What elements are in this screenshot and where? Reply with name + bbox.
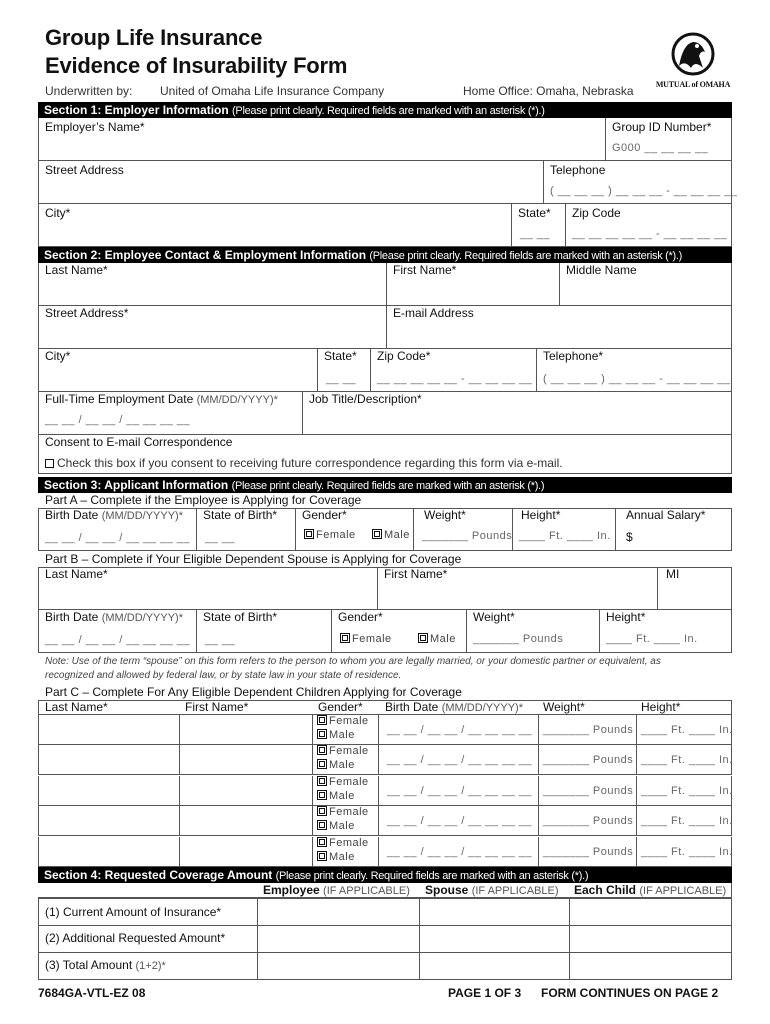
group-id-value: G000 __ __ __ __ [612,142,709,154]
employee-first-name-label: First Name* [393,263,457,277]
spouse-height-label: Height* [606,610,646,624]
coverage-header-row [38,883,732,898]
child-weight-placeholder: _______ Pounds [543,785,634,797]
home-office: Home Office: Omaha, Nebraska [463,84,634,98]
birth-date-format: (MM/DD/YYYY)* [101,510,183,522]
child-birth-date-field[interactable] [378,837,538,866]
employee-applicant-row [38,508,732,551]
child-height-field[interactable] [636,806,731,835]
part-a-title: Part A – Complete if the Employee is Applying for Coverage [45,493,362,507]
employment-row [38,392,732,435]
employer-state-field[interactable] [511,204,565,246]
total-amount-label-cell [39,953,257,979]
child-height-field[interactable] [636,776,731,805]
child-weight-field[interactable] [538,745,636,774]
employee-zip-field[interactable] [370,349,536,391]
total-amount-sub: (1+2)* [135,960,166,972]
child-female-label: Female [329,745,369,757]
employer-zip-label: Zip Code [572,206,621,220]
section-1-note: (Please print clearly. Required fields are marked with an asterisk (*).) [232,105,545,117]
section-4-heading [38,867,732,883]
street-row [38,161,738,204]
spouse-state-of-birth-field[interactable] [196,610,331,652]
employee-weight-placeholder: _______ Pounds [422,530,513,542]
child-height-placeholder: ____ Ft. ____ In. [641,785,733,797]
coverage-employee-header [263,883,410,897]
employer-zip-placeholder: __ __ __ __ __ - __ __ __ __ [572,228,728,240]
form-continues: FORM CONTINUES ON PAGE 2 [541,986,719,1000]
coverage-child-header [574,883,726,897]
employer-street-field[interactable] [39,161,543,203]
child-if-applicable: (IF APPLICABLE) [639,885,727,897]
employment-date-placeholder: __ __ / __ __ / __ __ __ __ [45,414,191,426]
child-female-option[interactable] [317,806,369,818]
spouse-name-row [38,567,732,610]
current-amount-label: (1) Current Amount of Insurance* [45,905,222,919]
employment-date-text: Full-Time Employment Date [45,392,194,406]
consent-row [38,435,732,474]
employee-weight-field[interactable] [413,508,512,550]
employee-middle-name-field[interactable] [559,263,731,305]
total-amount-text: (3) Total Amount [45,958,133,972]
child-male-option[interactable] [317,759,355,771]
child-first-name-field[interactable] [179,837,312,866]
employee-city-label: City* [45,349,71,363]
spouse-birth-date-field[interactable] [39,610,196,652]
additional-amount-label: (2) Additional Requested Amount* [45,931,226,945]
employee-if-applicable: (IF APPLICABLE) [323,885,410,897]
group-id-label: Group ID Number* [612,120,712,134]
spouse-male-checkbox[interactable] [418,633,428,643]
employee-state-of-birth-label: State of Birth* [203,508,278,522]
spouse-detail-row [38,610,732,653]
child-birth-date-placeholder: __ __ / __ __ / __ __ __ __ [387,785,533,797]
child-row [38,715,732,745]
child-birth-date-text: Birth Date [385,700,439,714]
child-first-name-field[interactable] [179,776,312,805]
child-male-label: Male [329,759,355,771]
male-label: Male [384,529,410,541]
employee-state-field[interactable] [317,349,370,391]
spouse-height-placeholder: ____ Ft. ____ In. [606,633,698,645]
employer-name-row [38,118,732,161]
employee-middle-name-label: Middle Name [566,263,637,277]
group-id-field[interactable] [605,118,731,160]
child-female-label: Female [329,715,369,727]
child-female-label: Female [329,776,369,788]
total-amount-spouse-field[interactable] [419,953,569,979]
child-female-option[interactable] [317,776,369,788]
child-birth-date-header [385,700,523,714]
child-male-option[interactable] [317,820,355,832]
form-code: 7684GA-VTL-EZ 08 [38,986,146,1000]
section-1-heading [38,102,732,118]
female-label: Female [316,529,356,541]
birth-date-text: Birth Date [45,508,99,522]
child-header-text: Each Child [574,883,637,897]
underwriter-company: United of Omaha Life Insurance Company [160,84,385,98]
employee-salary-label: Annual Salary* [626,508,706,522]
employment-date-label [45,392,278,406]
section-3-title: Section 3: Applicant Information [44,478,229,492]
child-gender-field [312,715,378,744]
employer-telephone-placeholder: ( __ __ __ ) __ __ __ - __ __ __ __ [550,185,738,197]
child-height-placeholder: ____ Ft. ____ In. [641,815,733,827]
child-gender-field [312,776,378,805]
additional-amount-label-cell [39,926,257,952]
child-female-checkbox[interactable] [317,837,327,847]
spouse-height-field[interactable] [599,610,731,652]
spouse-weight-placeholder: _______ Pounds [473,633,564,645]
spouse-mi-label: MI [666,567,680,581]
child-gender-field [312,837,378,866]
employee-state-of-birth-field[interactable] [196,508,295,550]
child-gender-field [312,806,378,835]
employer-telephone-label: Telephone [550,163,606,177]
child-last-name-field[interactable] [39,837,179,866]
employee-gender-label: Gender* [302,508,347,522]
employee-weight-label: Weight* [424,508,466,522]
child-female-label: Female [329,806,369,818]
child-height-field[interactable] [636,715,731,744]
child-birth-date-placeholder: __ __ / __ __ / __ __ __ __ [387,846,533,858]
total-amount-label [45,958,166,972]
employee-city-row [38,349,732,392]
employee-salary-field[interactable] [615,508,731,550]
section-3-note: (Please print clearly. Required fields are marked with an asterisk (*).) [231,480,545,492]
spouse-note-line-1: Note: Use of the term “spouse” on this form refers to the person to whom you are legally married, or your domestic partner or equivalent, as [45,656,661,667]
section-4-title: Section 4: Requested Coverage Amount [44,868,273,882]
child-first-name-field[interactable] [179,806,312,835]
spouse-weight-label: Weight* [473,610,515,624]
coverage-row-total [38,953,732,980]
child-row [38,806,732,836]
coverage-row-additional [38,926,732,953]
child-birth-date-field[interactable] [378,745,538,774]
child-weight-field[interactable] [538,837,636,866]
child-female-checkbox[interactable] [317,745,327,755]
child-male-option[interactable] [317,851,355,863]
employee-email-field[interactable] [386,306,731,348]
spouse-last-name-field[interactable] [39,567,377,609]
employee-last-name-field[interactable] [39,263,386,305]
total-amount-child-field[interactable] [569,953,731,979]
part-c-title: Part C – Complete For Any Eligible Dependent Children Applying for Coverage [45,685,462,699]
employee-birth-date-field[interactable] [39,508,196,550]
section-4-note: (Please print clearly. Required fields are marked with an asterisk (*).) [275,870,589,882]
employee-birth-date-label [45,508,183,522]
child-female-option[interactable] [317,745,369,757]
child-birth-date-field[interactable] [378,806,538,835]
child-weight-header: Weight* [543,700,585,714]
employment-date-field[interactable] [39,392,302,434]
child-male-checkbox[interactable] [317,729,327,739]
child-male-checkbox[interactable] [317,759,327,769]
child-birth-date-placeholder: __ __ / __ __ / __ __ __ __ [387,754,533,766]
child-female-checkbox[interactable] [317,715,327,725]
child-height-placeholder: ____ Ft. ____ In. [641,724,733,736]
spouse-state-of-birth-label: State of Birth* [203,610,278,624]
title-line-1: Group Life Insurance [45,25,263,50]
employer-street-label: Street Address [45,163,124,177]
spouse-first-name-field[interactable] [377,567,657,609]
current-amount-spouse-field[interactable] [419,899,569,925]
employee-state-of-birth-placeholder: __ __ [205,532,236,544]
employee-telephone-field[interactable] [536,349,731,391]
child-female-option[interactable] [317,837,369,849]
employee-last-name-label: Last Name* [45,263,108,277]
child-weight-placeholder: _______ Pounds [543,724,634,736]
children-header-row [38,700,732,715]
email-consent-checkbox[interactable] [45,459,54,468]
employee-height-placeholder: ____ Ft. ____ In. [519,530,611,542]
child-height-placeholder: ____ Ft. ____ In. [641,846,733,858]
spouse-birth-date-label [45,610,183,624]
child-gender-field [312,745,378,774]
employee-state-placeholder: __ __ [326,373,357,385]
child-male-label: Male [329,820,355,832]
child-last-name-field[interactable] [39,745,179,774]
child-male-checkbox[interactable] [317,790,327,800]
section-1-title: Section 1: Employer Information [44,103,229,117]
child-female-checkbox[interactable] [317,806,327,816]
child-female-label: Female [329,837,369,849]
employer-telephone-field[interactable] [543,161,738,203]
child-male-option[interactable] [317,790,355,802]
child-birth-date-field[interactable] [378,715,538,744]
employee-street-field[interactable] [39,306,386,348]
child-male-checkbox[interactable] [317,820,327,830]
underwritten-label: Underwritten by: [45,84,133,98]
child-first-name-field[interactable] [179,745,312,774]
spouse-last-name-label: Last Name* [45,567,108,581]
employer-name-label: Employer’s Name* [45,120,145,134]
spouse-gender-label: Gender* [338,610,383,624]
child-last-name-field[interactable] [39,806,179,835]
section-2-title: Section 2: Employee Contact & Employment Information [44,248,367,262]
employee-zip-label: Zip Code* [377,349,431,363]
child-weight-placeholder: _______ Pounds [543,754,634,766]
child-last-name-field[interactable] [39,776,179,805]
child-weight-field[interactable] [538,776,636,805]
consent-checkbox-line [45,456,563,470]
child-row [38,776,732,806]
child-weight-field[interactable] [538,806,636,835]
employee-street-row [38,306,732,349]
child-weight-placeholder: _______ Pounds [543,815,634,827]
child-male-label: Male [329,729,355,741]
employee-city-field[interactable] [39,349,317,391]
child-birth-date-placeholder: __ __ / __ __ / __ __ __ __ [387,724,533,736]
employer-city-field[interactable] [39,204,511,246]
female-checkbox[interactable] [304,529,314,539]
section-2-note: (Please print clearly. Required fields are marked with an asterisk (*).) [369,250,682,262]
job-title-label: Job Title/Description* [309,392,422,406]
child-female-option[interactable] [317,715,369,727]
additional-amount-child-field[interactable] [569,926,731,952]
child-height-header: Height* [641,700,681,714]
spouse-birth-date-placeholder: __ __ / __ __ / __ __ __ __ [45,634,191,646]
employment-date-format: (MM/DD/YYYY)* [196,394,278,406]
spouse-mi-field[interactable] [657,567,731,609]
employee-gender-female-option[interactable] [304,529,356,541]
child-height-field[interactable] [636,745,731,774]
section-3-heading [38,477,732,493]
child-height-placeholder: ____ Ft. ____ In. [641,754,733,766]
job-title-field[interactable] [302,392,731,434]
total-amount-employee-field[interactable] [257,953,419,979]
spouse-weight-field[interactable] [466,610,599,652]
dollar-sign: $ [626,530,633,544]
child-male-option[interactable] [317,729,355,741]
current-amount-employee-field[interactable] [257,899,419,925]
employer-name-field[interactable] [39,118,605,160]
child-weight-placeholder: _______ Pounds [543,846,634,858]
spouse-header-text: Spouse [425,883,469,897]
employee-telephone-placeholder: ( __ __ __ ) __ __ __ - __ __ __ __ [543,373,731,385]
additional-amount-spouse-field[interactable] [419,926,569,952]
child-male-label: Male [329,790,355,802]
child-row [38,837,732,867]
part-b-title: Part B – Complete if Your Eligible Dependent Spouse is Applying for Coverage [45,552,462,566]
employee-birth-date-placeholder: __ __ / __ __ / __ __ __ __ [45,532,191,544]
spouse-gender-male-option[interactable] [418,633,456,645]
employer-state-label: State* [518,206,551,220]
employee-state-label: State* [324,349,357,363]
employee-header-text: Employee [263,883,320,897]
title-line-2: Evidence of Insurability Form [45,53,348,78]
child-first-name-header: First Name* [185,700,249,714]
child-last-name-field[interactable] [39,715,179,744]
employee-gender-field [295,508,413,550]
city-row [38,204,732,247]
employee-email-label: E-mail Address [393,306,474,320]
consent-title: Consent to E-mail Correspondence [45,435,233,449]
spouse-note-line-2: recognized and allowed by federal law, or by state law in your state of residence. [45,670,402,681]
employer-state-placeholder: __ __ [520,228,551,240]
child-birth-date-format: (MM/DD/YYYY)* [441,702,523,714]
employee-telephone-label: Telephone* [543,349,604,363]
spouse-female-checkbox[interactable] [340,633,350,643]
employee-first-name-field[interactable] [386,263,559,305]
employee-street-label: Street Address* [45,306,129,320]
employee-height-field[interactable] [512,508,615,550]
spouse-male-label: Male [430,633,456,645]
section-2-heading [38,247,732,263]
child-last-name-header: Last Name* [45,700,108,714]
child-birth-date-placeholder: __ __ / __ __ / __ __ __ __ [387,815,533,827]
additional-amount-employee-field[interactable] [257,926,419,952]
employee-zip-placeholder: __ __ __ __ __ - __ __ __ __ [377,373,533,385]
current-amount-label-cell [39,899,257,925]
child-first-name-field[interactable] [179,715,312,744]
spouse-state-of-birth-placeholder: __ __ [205,634,236,646]
current-amount-child-field[interactable] [569,899,731,925]
child-female-checkbox[interactable] [317,776,327,786]
employer-city-label: City* [45,206,71,220]
child-gender-header: Gender* [318,700,363,714]
spouse-female-label: Female [352,633,392,645]
coverage-spouse-header [425,883,559,897]
spouse-birth-date-format: (MM/DD/YYYY)* [101,612,183,624]
child-male-label: Male [329,851,355,863]
child-weight-field[interactable] [538,715,636,744]
consent-text: Check this box if you consent to receiving future correspondence regarding this form via e-mail. [57,456,563,470]
employer-zip-field[interactable] [565,204,731,246]
male-checkbox[interactable] [372,529,382,539]
child-row [38,745,732,775]
spouse-gender-field [331,610,466,652]
spouse-birth-date-text: Birth Date [45,610,99,624]
spouse-first-name-label: First Name* [384,567,448,581]
spouse-if-applicable: (IF APPLICABLE) [471,885,559,897]
child-height-field[interactable] [636,837,731,866]
logo-wordmark: MUTUAL of OMAHA [655,80,731,89]
page-number: PAGE 1 OF 3 [448,986,522,1000]
coverage-row-current [38,898,732,926]
form-title [45,24,347,80]
employee-name-row [38,263,732,306]
spouse-gender-female-option[interactable] [340,633,392,645]
child-birth-date-field[interactable] [378,776,538,805]
employee-height-label: Height* [521,508,561,522]
child-male-checkbox[interactable] [317,851,327,861]
employee-gender-male-option[interactable] [372,529,410,541]
